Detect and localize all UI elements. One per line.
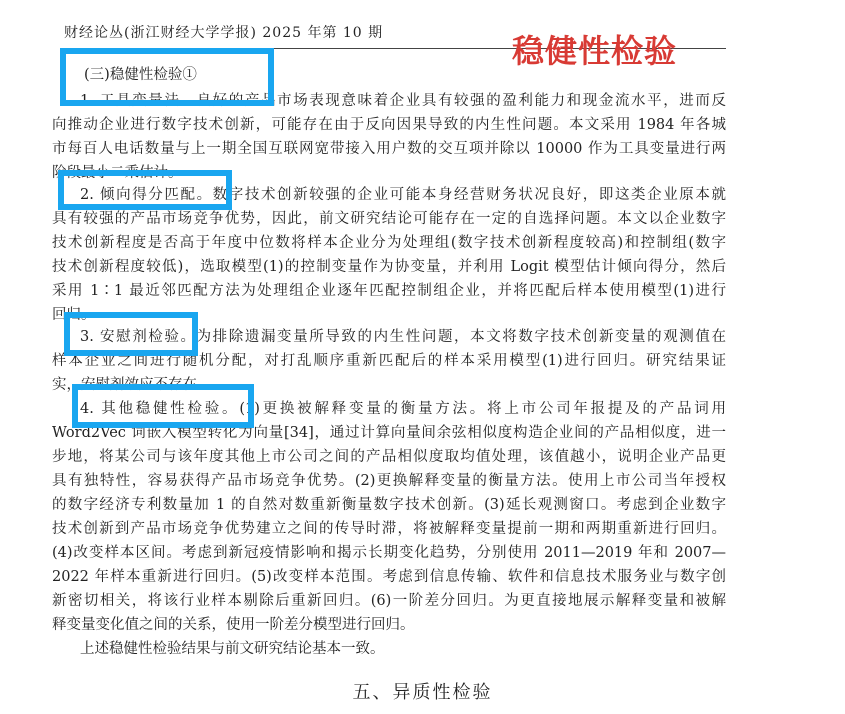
paragraph-line: 技术创新程度是否高于年度中位数将样本企业分为处理组(数字技术创新程度较高)和控制组(数字 <box>52 235 726 251</box>
highlight-box <box>60 48 274 106</box>
annotation-label: 稳健性检验 <box>512 32 678 70</box>
paragraph-line: 回归。 <box>52 307 96 323</box>
paragraph-line: 具有较强的产品市场竞争优势，因此，前文研究结论可能存在一定的自选择问题。本文以企业数字 <box>52 211 726 227</box>
paragraph-line: 3. 安慰剂检验。为排除遗漏变量所导致的内生性问题，本文将数字技术创新变量的观测值在 <box>80 329 726 345</box>
paragraph-line: 实，安慰剂效应不存在。 <box>52 377 212 393</box>
paragraph-line: 技术创新程度较低)，选取模型(1)的控制变量作为协变量，并利用 Logit 模型估计倾向得分，然后 <box>52 259 726 275</box>
paragraph-line: 1. 工具变量法。良好的产品市场表现意味着企业具有较强的盈利能力和现金流水平，进而反 <box>80 93 726 109</box>
paragraph-line: 步地，将某公司与该年度其他上市公司之间的产品相似度取均值处理，该值越小，说明企业产品更 <box>52 449 726 465</box>
paragraph-line: 新密切相关，将该行业样本剔除后重新回归。(6)一阶差分回归。为更直接地展示解释变量和被解 <box>52 593 726 609</box>
paragraph-line: 向推动企业进行数字技术创新，可能存在由于反向因果导致的内生性问题。本文采用 1984 年各城 <box>52 117 726 133</box>
paragraph-line: 2022 年样本重新进行回归。(5)改变样本范围。考虑到信息传输、软件和信息技术服务业与数字创 <box>52 569 726 585</box>
paragraph-line: 释变量变化值之间的关系，使用一阶差分模型进行回归。 <box>52 617 415 633</box>
highlight-box <box>64 312 198 356</box>
highlight-box <box>72 384 254 428</box>
paragraph-line: 阶段最小二乘估计。 <box>52 165 183 181</box>
highlight-box <box>58 170 232 210</box>
section-title: 五、异质性检验 <box>352 682 493 703</box>
paragraph-line: 上述稳健性检验结果与前文研究结论基本一致。 <box>80 641 385 657</box>
running-header: 财经论丛(浙江财经大学学报) 2025 年第 10 期 <box>64 25 384 41</box>
paragraph-line: (4)改变样本区间。考虑到新冠疫情影响和揭示长期变化趋势，分别使用 2011—2019 年和 2007— <box>52 545 726 561</box>
paragraph-line: 采用 1∶1 最近邻匹配方法为处理组企业逐年匹配控制组企业，并将匹配后样本使用模型(1)进行 <box>52 283 726 299</box>
paragraph-line: 具有独特性，容易获得产品市场竞争优势。(2)更换解释变量的衡量方法。使用上市公司当年授权 <box>52 473 726 489</box>
subsection-heading: (三)稳健性检验① <box>84 67 197 83</box>
paragraph-line: 的数字经济专利数量加 1 的自然对数重新衡量数字技术创新。(3)延长观测窗口。考虑到企业数字 <box>52 497 726 513</box>
paragraph-line: 样本企业之间进行随机分配，对打乱顺序重新匹配后的样本采用模型(1)进行回归。研究结果证 <box>52 353 726 369</box>
paragraph-line: 2. 倾向得分匹配。数字技术创新较强的企业可能本身经营财务状况良好，即这类企业原本就 <box>80 187 726 203</box>
paragraph-line: 4. 其他稳健性检验。(1)更换被解释变量的衡量方法。将上市公司年报提及的产品词用 <box>80 401 726 417</box>
paragraph-line: Word2Vec 词嵌入模型转化为向量[34]，通过计算向量间余弦相似度构造企业间的产品相似度，进一 <box>52 425 726 441</box>
paragraph-line: 市每百人电话数量与上一期全国互联网宽带接入用户数的交互项并除以 10000 作为工具变量进行两 <box>52 141 726 157</box>
paragraph-line: 技术创新到产品市场竞争优势建立之间的传导时滞，将被解释变量提前一期和两期重新进行回归。 <box>52 521 726 537</box>
